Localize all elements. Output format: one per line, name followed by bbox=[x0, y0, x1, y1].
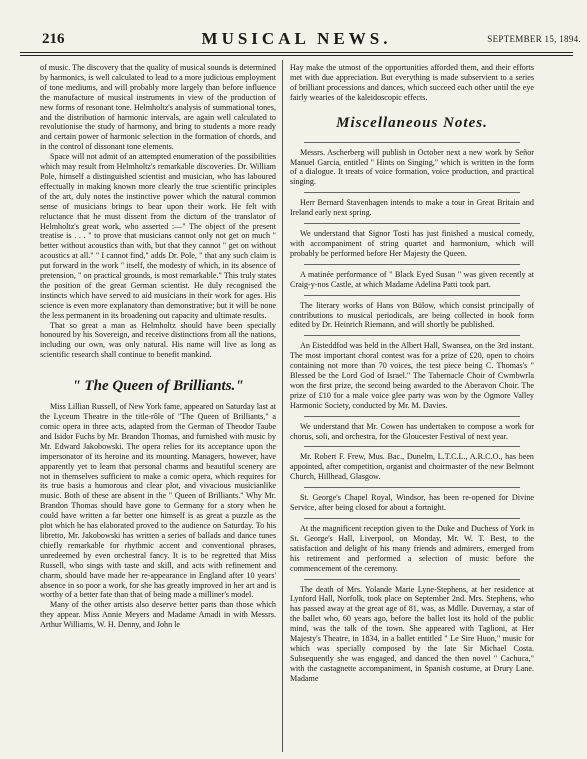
separator-rule bbox=[304, 446, 520, 447]
news-item: The death of Mrs. Yolande Marie Lyne-Stephens, at her residence at Lynford Hall, Norfolk, took place on September 2nd. Mrs. Stephens, who has passed away at the great age of 81, was, as Mdlle. Duvernay, a star of the ballet who, 60 years ago, before the ballet lost its hold of the public mind, was the talk of the town. She appeared with Taglioni, at Her Majesty's Theatre, in 1834, in a ballet entitled " Le Sire Huon," music for which was specially composed by the late Sir Michael Costa. Subsequently she was engaged, and danced the then novel " Cachuca," with the castagnette accompaniment, in Spanish costume, at Drury Lane. Madame bbox=[290, 584, 534, 683]
news-item: Herr Bernard Stavenhagen intends to make a tour in Great Britain and Ireland early next spring. bbox=[290, 198, 534, 218]
separator-rule bbox=[304, 579, 520, 580]
article-paragraph: of music. The discovery that the quality of musical sounds is determined by harmonics, is well calculated to lead to a more judicious employment of tone mediums, and will probably more largely than before influence the manufacture of musical instruments in view of the production of new forms of resonant tone. Helmholtz's analysis of summational tones, and the distribution of harmonic intervals, are again well calculated to revolutionise the study of harmony, and bring to students a more ready and certain power of harmonic selection in the formation of chords, and in the control of dissonant tone elements. bbox=[40, 63, 276, 152]
review-paragraph: Many of the other artists also deserve better parts than those which they appear. Miss Annie Meyers and Madame Amadi in with Messrs. Arthur Williams, W. H. Denny, and John le bbox=[40, 600, 276, 630]
review-heading: " The Queen of Brilliants." bbox=[72, 378, 244, 395]
separator-rule bbox=[304, 142, 520, 143]
review-paragraph: Hay make the utmost of the opportunities afforded them, and their efforts met with due appreciation. But everything is made subservient to a series of brilliant processions and dances, which succeed each other until the eye fairly wearies of the kaleidoscopic effects. bbox=[290, 63, 534, 102]
page-header bbox=[20, 29, 581, 48]
article-paragraph: That so great a man as Helmholtz should have been specially honoured by his Sovereign, and receive distinctions from all the nations, including our own, was only natural. His name will live as long as scientific research shall continue to benefit mankind. bbox=[40, 320, 276, 360]
separator-rule bbox=[304, 518, 520, 519]
separator-rule bbox=[304, 223, 520, 224]
article-paragraph: Space will not admit of an attempted enumeration of the possibilities which may result from Helmholtz's remarkable discoveries. Dr. William Pole, himself a distinguished scientist and musician, who has laboured effectually in making known more clearly the true scientific principles of the art, duly notes the instinctive power which the natural common sense of musicians brings to bear upon their work. He felt with reluctance that he must dissent from the dictum of the translator of Helmholtz's great work, who asserted :—" The object of the present treatise is . . . " to prove that musicians cannot only not get on much " better without acoustics than with, but that they cannot " get on without acoustics at all." " I cannot find," adds Dr. Pole, " that any such claim is put forward in the work " itself, the modesty of which, in its absence of pretension, " on practical grounds, is most remarkable." This truly states the position of the great German scientist. He duly recognised the instincts which have served to aid musicians in their work for ages. His science is even more explanatory than demonstrative; but it will be none the less permanent in its broadening out capacity and ultimate results. bbox=[40, 152, 276, 320]
separator-rule bbox=[304, 192, 520, 193]
header-rule-thin bbox=[20, 55, 573, 56]
review-paragraph: Miss Lillian Russell, of New York fame, appeared on Saturday last at the Lyceum Theatre in the title-rôle of "The Queen of Brilliants," a comic opera in three acts, adapted from the German of Theodor Taube and Isidor Fuchs by Mr. Brandon Thomas, and furnished with music by Mr. Edward Jakobowski. The opera relies for its acceptance upon the impersonator of its heroine and its mounting. Managers, however, have apparently yet to learn that personal charms and beautiful scenery are not in themselves sufficient to make a comic opera, which requires for its true basis a humorous and clear plot, and vivacious musicianlike music. Both of these are absent in the " Queen of Brilliants." Why Mr. Brandon Thomas should have gone to Germany for a story when he could have written a far better one himself is as great a puzzle as the plot which he has elaborated proved to the audience on Saturday. To his libretto, Mr. Jakobowski has written a series of ballads and dance tunes chiefly remarkable for rhythmic accent and conventional phrases, unredeemed by even orchestral fancy. It is to be regretted that Miss Russell, who sings with taste and skill, and acts with refinement and charm, should have made her re-appearance in England after 10 years' absence in so poor a work, for she has greatly improved in her art and is worthy of a better fate than that of being made a milliner's model. bbox=[40, 402, 276, 600]
separator-rule bbox=[304, 335, 520, 336]
news-item: A matinée performance of " Black Eyed Susan " was given recently at Craig-y-nos Castle, at which Madame Adelina Patti took part. bbox=[290, 269, 534, 289]
separator-rule bbox=[304, 416, 520, 417]
right-column bbox=[290, 63, 534, 684]
news-item: We understand that Mr. Cowen has undertaken to compose a work for chorus, soli, and orchestra, for the Gloucester Festival of next year. bbox=[290, 421, 534, 441]
page-number: 216 bbox=[42, 31, 65, 47]
left-column bbox=[40, 63, 276, 630]
separator-rule bbox=[304, 487, 520, 488]
news-item: An Eisteddfod was held in the Albert Hall, Swansea, on the 3rd instant. The most important choral contest was for a prize of £20, open to choirs containing not more than 70 voices, the test piece being C. Thomas's " Blessed be the Lord God of Israel." The Tabernacle Choir of Cwmbwrla won the first prize, the second being awarded to the Aberavon Choir. The prize of £10 for a male voice glee party was won by the Ogmore Valley Harmonic Society, conducted by Mr. M. Davies. bbox=[290, 341, 534, 410]
header-rule bbox=[20, 52, 573, 53]
separator-rule bbox=[304, 264, 520, 265]
news-item: We understand that Signor Tosti has just finished a musical comedy, with accompaniment of string quartet and harmonium, which will probably be performed before Her Majesty the Queen. bbox=[290, 229, 534, 258]
separator-rule bbox=[304, 295, 520, 296]
news-item: The literary works of Hans von Bülow, which consist principally of contributions to musical periodicals, are being collected in book form edited by Dr. Heinrich Riemann, and will shortly be published. bbox=[290, 300, 534, 330]
news-item: Messrs. Ascherberg will publish in October next a new work by Señor Manuel Garcia, entitled " Hints on Singing," which is written in the form of a dialogue. It treats of voice formation, voice production, and practical singing. bbox=[290, 147, 534, 187]
section-heading: Miscellaneous Notes. bbox=[336, 114, 488, 131]
journal-title: MUSICAL NEWS. bbox=[201, 29, 392, 48]
column-divider bbox=[282, 60, 283, 752]
issue-date: SEPTEMBER 15, 1894. bbox=[487, 34, 581, 44]
news-item: At the magnificent reception given to the Duke and Duchess of York in St. George's Hall, Liverpool, on Monday, Mr. W. T. Best, to the satisfaction and delight of his many friends and admirers, emerged from his retirement and performed a selection of music before the commencement of the ceremony. bbox=[290, 524, 534, 573]
news-item: Mr. Robert F. Frew, Mus. Bac., Dunelm, L.T.C.L., A.R.C.O., has been appointed, after competition, organist and choirmaster of the new Belmont Church, Hillhead, Glasgow. bbox=[290, 452, 534, 482]
news-item: St. George's Chapel Royal, Windsor, has been re-opened for Divine Service, after being closed for about a fortnight. bbox=[290, 493, 534, 513]
